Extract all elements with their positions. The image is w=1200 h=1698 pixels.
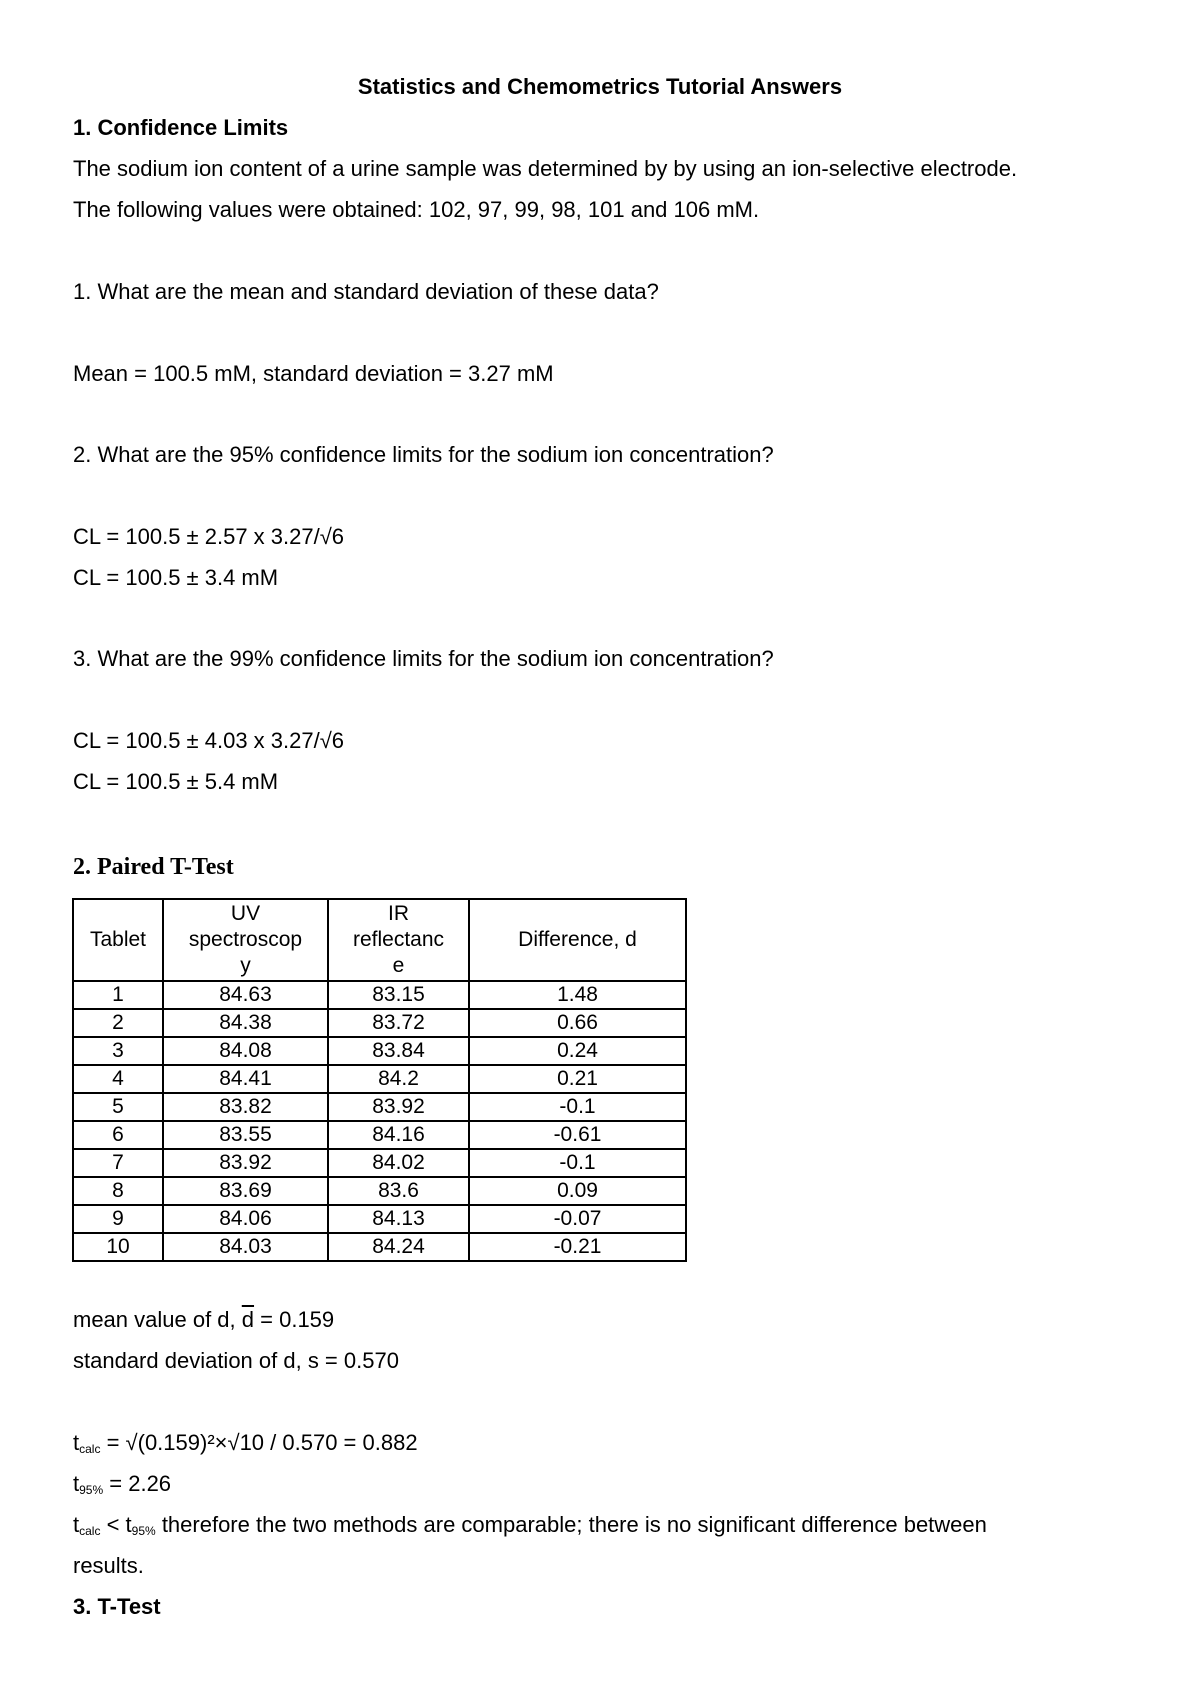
cell-difference: 0.21 <box>469 1065 686 1093</box>
header-ir-text: IR reflectanc e <box>352 902 445 977</box>
table-row <box>73 1009 686 1037</box>
p95-subscript: 95% <box>131 1524 156 1538</box>
cell-uv: 83.55 <box>163 1121 328 1149</box>
d-bar-symbol: $\overline{d}$ <box>241 1307 255 1332</box>
cell-ir: 84.16 <box>328 1121 469 1149</box>
header-difference-text: Difference, d <box>518 928 637 951</box>
conclusion-line <box>73 1514 987 1537</box>
header-uv <box>163 899 328 981</box>
cell-ir: 83.92 <box>328 1093 469 1121</box>
cell-uv: 84.06 <box>163 1205 328 1233</box>
t-95-value: = 2.26 <box>103 1471 172 1496</box>
table-body <box>73 981 686 1261</box>
cell-uv: 84.03 <box>163 1233 328 1261</box>
header-ir <box>328 899 469 981</box>
question-2: 2. What are the 95% confidence limits for the sodium ion concentration? <box>73 442 774 467</box>
cell-ir: 83.72 <box>328 1009 469 1037</box>
question-3: 3. What are the 99% confidence limits for the sodium ion concentration? <box>73 646 774 671</box>
cell-difference: -0.07 <box>469 1205 686 1233</box>
cell-ir: 83.84 <box>328 1037 469 1065</box>
answer-3-line-1: CL = 100.5 ± 4.03 x 3.27/√6 <box>73 728 345 753</box>
cell-difference: 0.66 <box>469 1009 686 1037</box>
mean-d-value: = 0.159 <box>254 1307 335 1332</box>
cell-uv: 84.63 <box>163 981 328 1009</box>
cell-tablet: 9 <box>73 1205 163 1233</box>
cell-difference: 0.24 <box>469 1037 686 1065</box>
table-row <box>73 1205 686 1233</box>
cell-tablet: 2 <box>73 1009 163 1037</box>
table-row <box>73 1121 686 1149</box>
table-header-row <box>73 899 686 981</box>
table-row <box>73 1037 686 1065</box>
t-letter: t <box>73 1430 80 1455</box>
cell-difference: -0.1 <box>469 1093 686 1121</box>
less-than: < <box>100 1512 126 1537</box>
header-tablet-text: Tablet <box>89 928 147 951</box>
t-95-line <box>73 1473 171 1496</box>
cell-uv: 83.69 <box>163 1177 328 1205</box>
table-row <box>73 1149 686 1177</box>
sd-d-line: standard deviation of d, s = 0.570 <box>73 1348 399 1373</box>
cell-tablet: 10 <box>73 1233 163 1261</box>
cell-ir: 84.13 <box>328 1205 469 1233</box>
cell-tablet: 6 <box>73 1121 163 1149</box>
cell-uv: 83.92 <box>163 1149 328 1177</box>
table-row <box>73 1093 686 1121</box>
cell-uv: 84.08 <box>163 1037 328 1065</box>
table-row <box>73 1065 686 1093</box>
cell-ir: 83.6 <box>328 1177 469 1205</box>
cell-tablet: 3 <box>73 1037 163 1065</box>
intro-text-values: The following values were obtained: 102, 97, 99, 98, 101 and 106 mM. <box>73 197 760 222</box>
cell-uv: 84.38 <box>163 1009 328 1037</box>
t-letter: t <box>73 1471 80 1496</box>
cell-uv: 83.82 <box>163 1093 328 1121</box>
cell-tablet: 5 <box>73 1093 163 1121</box>
t-calc-formula: = √(0.159)²×√10 / 0.570 = 0.882 <box>100 1430 418 1455</box>
cell-difference: 0.09 <box>469 1177 686 1205</box>
conclusion-continuation: results. <box>73 1553 144 1578</box>
cell-difference: -0.21 <box>469 1233 686 1261</box>
cell-tablet: 4 <box>73 1065 163 1093</box>
header-difference <box>469 899 686 981</box>
t-letter: t <box>73 1512 80 1537</box>
cell-ir: 84.24 <box>328 1233 469 1261</box>
answer-3-line-2: CL = 100.5 ± 5.4 mM <box>73 769 279 794</box>
cell-ir: 84.02 <box>328 1149 469 1177</box>
table-row <box>73 981 686 1009</box>
answer-1: Mean = 100.5 mM, standard deviation = 3.27 mM <box>73 361 554 386</box>
calc-subscript: calc <box>79 1442 101 1456</box>
cell-ir: 83.15 <box>328 981 469 1009</box>
conclusion-text: therefore the two methods are comparable; there is no significant difference between <box>155 1512 987 1537</box>
table-row <box>73 1233 686 1261</box>
mean-d-line <box>73 1309 334 1331</box>
cell-difference: 1.48 <box>469 981 686 1009</box>
t-letter: t <box>125 1512 132 1537</box>
header-tablet <box>73 899 163 981</box>
cell-difference: -0.1 <box>469 1149 686 1177</box>
cell-ir: 84.2 <box>328 1065 469 1093</box>
intro-text: The sodium ion content of a urine sample was determined by by using an ion-selective electrode. <box>73 156 1018 181</box>
calc-subscript: calc <box>79 1524 101 1538</box>
paired-t-test-table <box>72 898 687 1262</box>
section-heading-paired-t-test: 2. Paired T-Test <box>73 854 234 880</box>
answer-2-line-2: CL = 100.5 ± 3.4 mM <box>73 565 279 590</box>
table-row <box>73 1177 686 1205</box>
t-calc-line <box>73 1432 418 1455</box>
p95-subscript: 95% <box>79 1483 104 1497</box>
header-uv-text: UV spectroscop y <box>188 902 303 977</box>
cell-tablet: 7 <box>73 1149 163 1177</box>
section-heading-confidence-limits: 1. Confidence Limits <box>73 115 289 140</box>
answer-2-line-1: CL = 100.5 ± 2.57 x 3.27/√6 <box>73 524 345 549</box>
page-title: Statistics and Chemometrics Tutorial Answers <box>357 74 843 99</box>
cell-tablet: 1 <box>73 981 163 1009</box>
mean-d-prefix: mean value of d, <box>73 1307 242 1332</box>
cell-difference: -0.61 <box>469 1121 686 1149</box>
question-1: 1. What are the mean and standard deviation of these data? <box>73 279 659 304</box>
cell-uv: 84.41 <box>163 1065 328 1093</box>
cell-tablet: 8 <box>73 1177 163 1205</box>
section-heading-t-test: 3. T-Test <box>73 1594 161 1619</box>
